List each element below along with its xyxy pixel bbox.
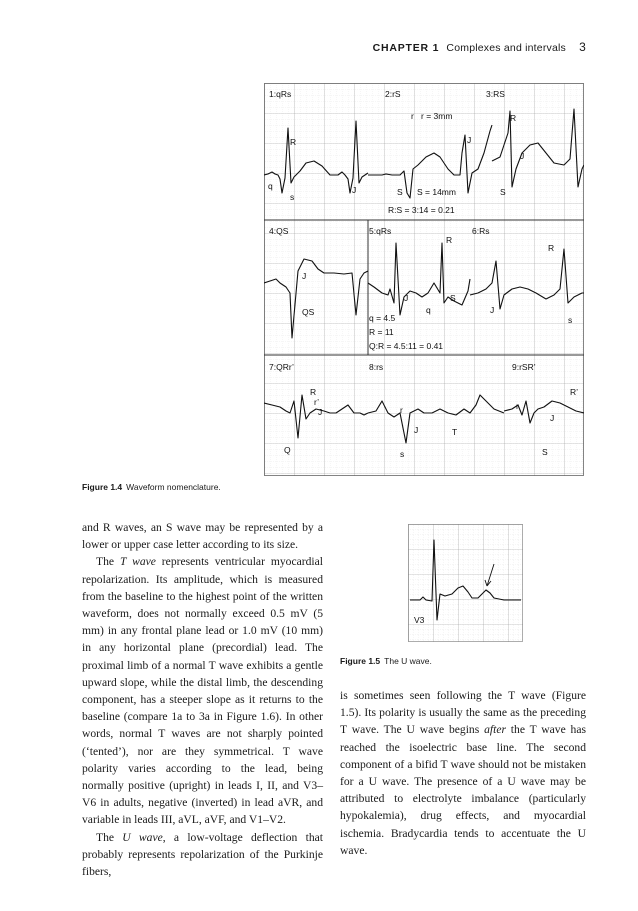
wave-label: J xyxy=(352,185,357,195)
chapter-title: Complexes and intervals xyxy=(446,42,566,54)
panel-title: 7:QRr’ xyxy=(269,362,294,372)
paragraph xyxy=(82,829,323,881)
wave-label: R xyxy=(548,243,555,253)
figure-1-4-waveform-grid xyxy=(264,83,584,476)
wave-label: r xyxy=(400,405,403,415)
wave-label: J xyxy=(302,271,307,281)
wave-label: R xyxy=(290,137,297,147)
wave-label: J xyxy=(490,305,495,315)
figure-1-5-caption xyxy=(340,656,432,666)
wave-label: R xyxy=(510,113,517,123)
wave-label: QS xyxy=(302,307,315,317)
wave-label: S xyxy=(450,293,456,303)
wave-label: r = 3mm xyxy=(421,111,453,121)
emphasized-term: U wave xyxy=(122,830,163,844)
emphasized-term: after xyxy=(484,723,506,737)
wave-label: q xyxy=(426,305,431,315)
paragraph xyxy=(82,553,323,828)
lead-label-v3: V3 xyxy=(414,615,425,625)
panel-title: 5:qRs xyxy=(369,226,392,236)
paragraph xyxy=(340,687,586,859)
panel-title: 4:QS xyxy=(269,226,289,236)
text-run: The xyxy=(96,555,120,569)
text-run: represents ventricular myocardial repolarization. Its amplitude, which is measured from the baseline to the highest point of the written waveform, does not normally exceed 0.5 mV (5 mm) in any frontal plane lead or 1.0 mV (10 mm) in any horizontal plane (precordial) lead. The proximal limb of a normal T wave exhibits a gentle upward slope, while the distal limb, the descending component, has a steeper slope as it returns to the baseline (compare 1a to 3a in Figure 1.6). In other words, normal T waves are not sharply pointed (‘tented’), nor are they symmetrical. T wave polarity varies according to the lead, being normally positive (upright) in leads I, II, and V3–V6 in adults, negative (inverted) in lead aVR, and variable in leads III, aVL, aVF, and V1–V2. xyxy=(82,555,323,827)
wave-label: r xyxy=(411,111,414,121)
body-text-right-column xyxy=(340,687,586,859)
emphasized-term: T wave xyxy=(119,555,156,569)
measurement-label: Q:R = 4.5:11 = 0.41 xyxy=(369,341,444,351)
page-number: 3 xyxy=(579,40,586,54)
wave-label: Q xyxy=(284,445,291,455)
wave-label: R xyxy=(310,387,317,397)
text-run: the T wave has reached the isoelectric base line. The second component of a bifid T wave should not be mistaken for a U wave. The presence of a U wave may be attributed to electrolyte imbalance (particularly hypokalemia), drug effects, and myocardial ischemia. Bradycardia tends to accentuate the U wave. xyxy=(340,723,587,857)
measurement-label: q = 4.5 xyxy=(369,313,396,323)
wave-label: J xyxy=(404,293,409,303)
figure-1-4-caption xyxy=(82,482,221,492)
wave-label: r xyxy=(516,401,519,411)
wave-label: S xyxy=(397,187,403,197)
wave-label: J xyxy=(550,413,555,423)
wave-label: s xyxy=(568,315,573,325)
wave-label: T xyxy=(452,427,458,437)
chapter-label: CHAPTER 1 xyxy=(372,42,440,54)
wave-label: q xyxy=(268,181,273,191)
text-run: is sometimes seen following the T wave (Figure 1.5). Its polarity is usually the same as the preceding T wave. The U wave begins xyxy=(340,689,586,737)
wave-label: r’ xyxy=(314,397,320,407)
panel-title: 2:rS xyxy=(385,89,401,99)
panel-title: 6:Rs xyxy=(472,226,490,236)
wave-label: J xyxy=(318,407,323,417)
text-run: and R waves, an S wave may be represented by a lower or upper case letter according to its size. xyxy=(82,521,323,552)
panel-title: 1:qRs xyxy=(269,89,292,99)
measurement-label: R = 11 xyxy=(369,327,394,337)
figure-1-5-label: Figure 1.5 xyxy=(340,656,381,666)
wave-label: R xyxy=(446,235,453,245)
text-run: , a low-voltage deflection that probably represents repolarization of the Purkinje fibers, xyxy=(82,830,323,879)
ratio-label: R:S = 3:14 = 0.21 xyxy=(388,205,455,215)
figure-1-5-u-wave xyxy=(408,524,523,642)
figure-1-4-label: Figure 1.4 xyxy=(82,482,123,492)
wave-label: s xyxy=(290,192,295,202)
body-text-left-column xyxy=(82,519,323,880)
wave-label: S xyxy=(542,447,548,457)
figure-1-5-caption-text: The U wave. xyxy=(384,656,432,666)
panel-title: 8:rs xyxy=(369,362,384,372)
paragraph xyxy=(82,519,323,553)
figure-1-4-caption-text: Waveform nomenclature. xyxy=(126,482,221,492)
panel-title: 3:RS xyxy=(486,89,505,99)
wave-label: J xyxy=(414,425,419,435)
wave-label: S = 14mm xyxy=(417,187,456,197)
wave-label: s xyxy=(400,449,405,459)
text-run: The xyxy=(96,830,123,844)
wave-label: S xyxy=(500,187,506,197)
panel-title: 9:rSR’ xyxy=(512,362,536,372)
wave-label: J xyxy=(467,135,472,145)
running-head xyxy=(373,40,586,54)
wave-label: J xyxy=(520,151,525,161)
wave-label: R’ xyxy=(570,387,579,397)
